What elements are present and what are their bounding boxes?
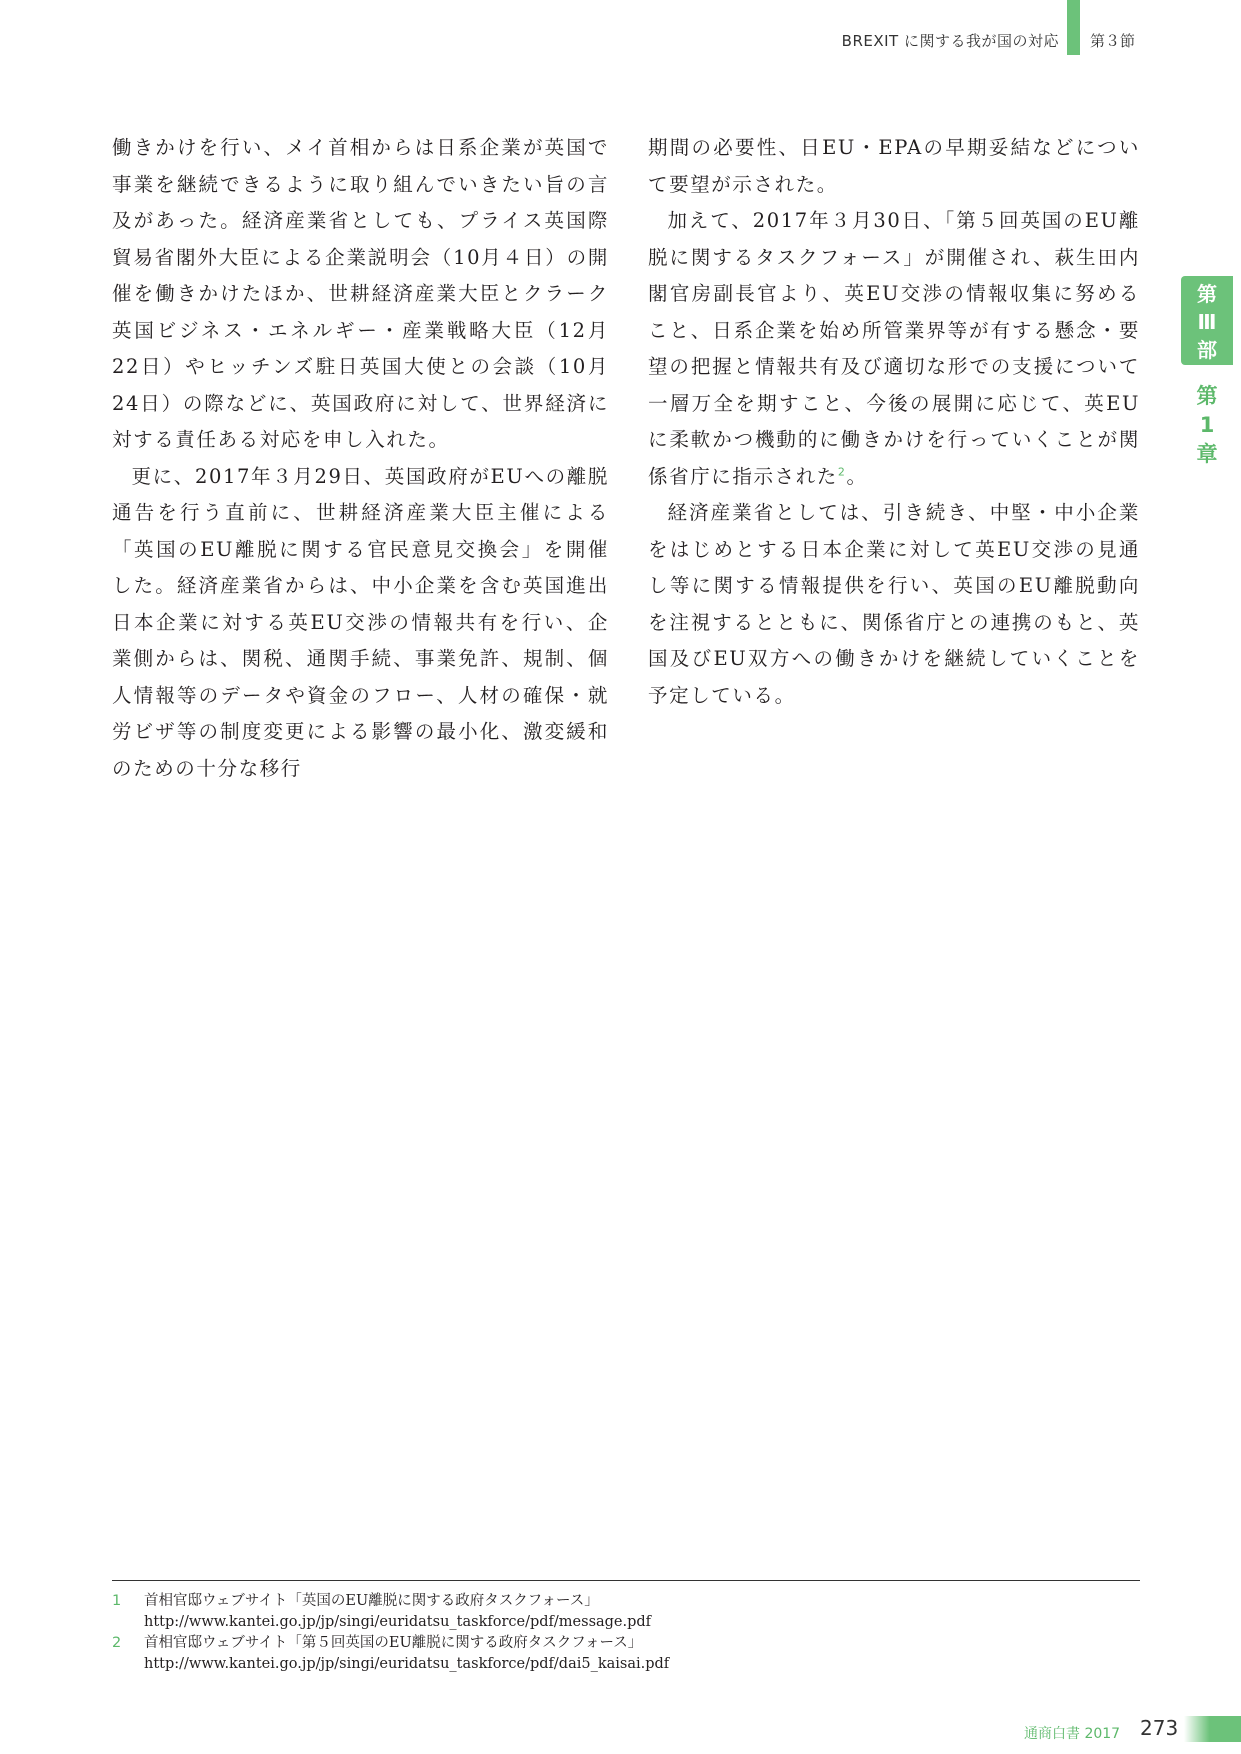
- part-tab-char: 部: [1197, 338, 1217, 362]
- chapter-label-char: 章: [1196, 442, 1218, 466]
- left-paragraph-2: 更に、2017年３月29日、英国政府がEUへの離脱通告を行う直前に、世耕経済産業大臣主催による「英国のEU離脱に関する官民意見交換会」を開催した。経済産業省からは、中小企業を含む英国進出日本企業に対する英EU交渉の情報共有を行い、企業側からは、関税、通関手続、事業免許、規制、個人情報等のデータや資金のフロー、人材の確保・就労ビザ等の制度変更による影響の最小化、激変緩和のための十分な移行: [112, 464, 609, 780]
- part-tab: [1181, 276, 1233, 365]
- footnote-url[interactable]: http://www.kantei.go.jp/jp/singi/euridatsu_taskforce/pdf/dai5_kaisai.pdf: [144, 1656, 670, 1672]
- footnote-ref-2[interactable]: 2: [837, 465, 847, 478]
- footnote-divider: [112, 1580, 1140, 1581]
- header-title: BREXIT に関する我が国の対応: [841, 32, 1059, 50]
- footer-accent-bar: [1184, 1716, 1241, 1742]
- chapter-label-char: 第: [1196, 384, 1218, 408]
- footnote-url[interactable]: http://www.kantei.go.jp/jp/singi/euridatsu_taskforce/pdf/message.pdf: [144, 1614, 652, 1630]
- footnote-body: [144, 1633, 1140, 1675]
- footnote-number: 1: [112, 1593, 122, 1609]
- header-section-label: 第３節: [1090, 32, 1136, 50]
- right-paragraph-3: 経済産業省としては、引き続き、中堅・中小企業をはじめとする日本企業に対して英EU交渉の見通し等に関する情報提供を行い、英国のEU離脱動向を注視するとともに、関係省庁との連携のもと、英国及びEU双方への働きかけを継続していくことを予定している。: [648, 501, 1140, 707]
- footer-publication-title: 通商白書 2017: [1024, 1726, 1121, 1742]
- part-tab-char: 第: [1197, 282, 1217, 306]
- footnote-number: 2: [112, 1635, 122, 1651]
- right-paragraph-2: [648, 203, 1140, 495]
- footnote-body: [144, 1591, 1140, 1633]
- page-number: 273: [1140, 1716, 1179, 1740]
- right-paragraph-2-text: 加えて、2017年３月30日、「第５回英国のEU離脱に関するタスクフォース」が開催され、萩生田内閣官房副長官より、英EU交渉の情報収集に努めること、日系企業を始め所管業界等が有する懸念・要望の把握と情報共有及び適切な形での支援について一層万全を期すこと、今後の展開に応じて、英EUに柔軟かつ機動的に働きかけを行っていくことが関係省庁に指示された: [648, 209, 1140, 488]
- page-header: [0, 0, 1241, 70]
- footnotes: [112, 1591, 1140, 1675]
- part-tab-char: Ⅲ: [1197, 310, 1217, 334]
- chapter-label-char: 1: [1199, 413, 1215, 437]
- left-paragraph-1: 働きかけを行い、メイ首相からは日系企業が英国で事業を継続できるように取り組んでいきたい旨の言及があった。経済産業省としても、プライス英国際貿易省閣外大臣による企業説明会（10月４日）の開催を働きかけたほか、世耕経済産業大臣とクラーク英国ビジネス・エネルギー・産業戦略大臣（12月22日）やヒッチンズ駐日英国大使との会談（10月24日）の際などに、英国政府に対して、世界経済に対する責任ある対応を申し入れた。: [112, 136, 609, 451]
- right-column: [648, 130, 1140, 714]
- footnote-text: 首相官邸ウェブサイト「第５回英国のEU離脱に関する政府タスクフォース」: [144, 1635, 643, 1651]
- chapter-label: [1181, 382, 1233, 469]
- right-paragraph-1: 期間の必要性、日EU・EPAの早期妥結などについて要望が示された。: [648, 136, 1140, 196]
- right-paragraph-2-end: 。: [846, 464, 868, 488]
- left-column: [112, 130, 609, 787]
- footnote-item: [112, 1591, 1140, 1633]
- footnote-text: 首相官邸ウェブサイト「英国のEU離脱に関する政府タスクフォース」: [144, 1593, 599, 1609]
- header-accent-bar: [1067, 0, 1080, 55]
- footnote-item: [112, 1633, 1140, 1675]
